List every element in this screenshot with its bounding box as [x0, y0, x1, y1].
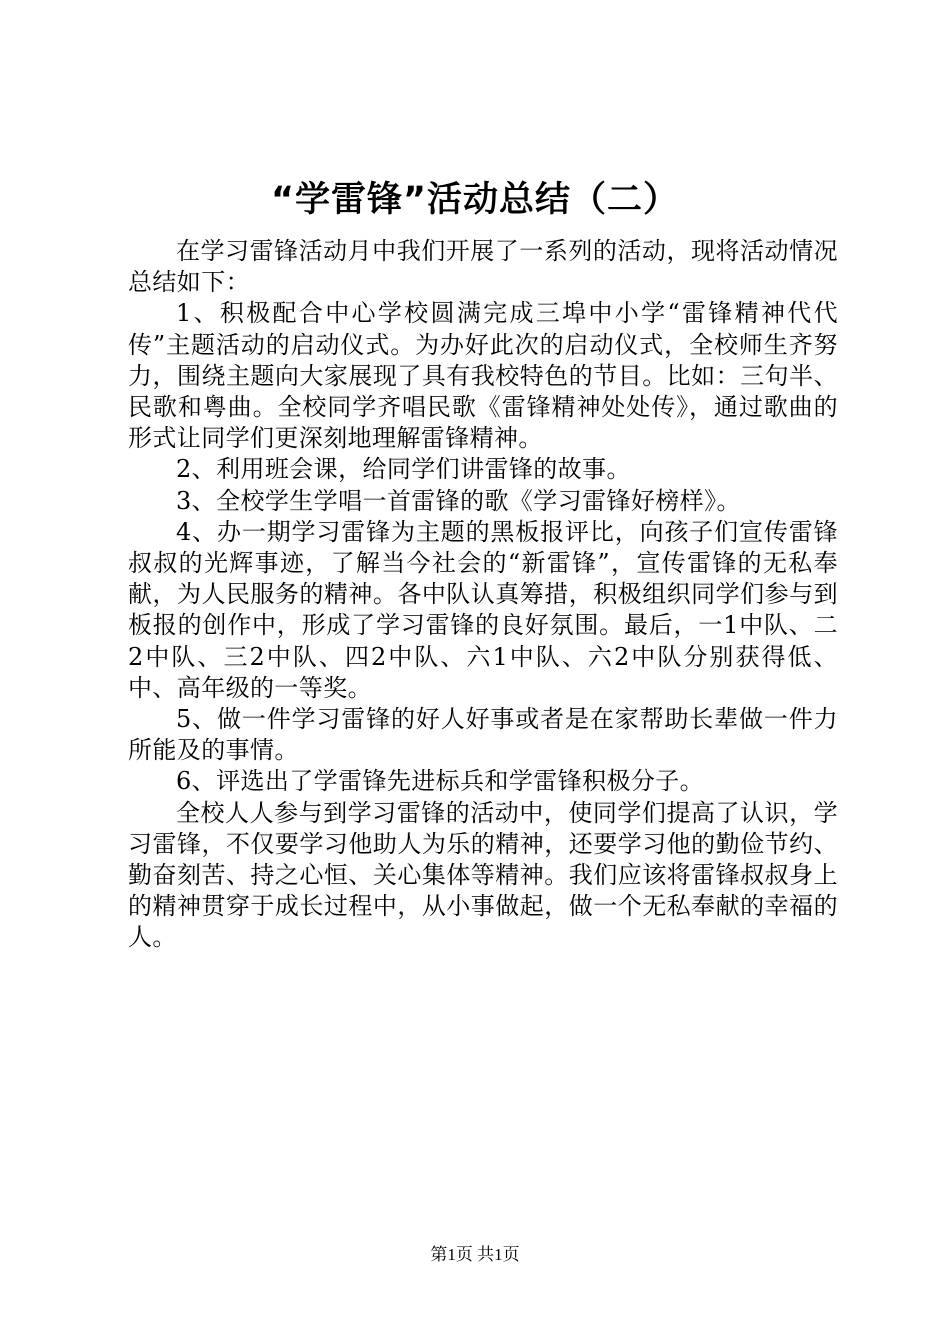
paragraph-item-6: 6、评选出了学雷锋先进标兵和学雷锋积极分子。: [176, 767, 705, 796]
paragraph-item-2: 2、利用班会课，给同学们讲雷锋的故事。: [176, 455, 631, 484]
page-footer: 第1页 共1页: [430, 1245, 520, 1264]
paragraph-intro: 在学习雷锋活动月中我们开展了一系列的活动，现将活动情况总结如下：: [128, 237, 838, 297]
paragraph-item-3: 3、全校学生学唱一首雷锋的歌《学习雷锋好榜样》。: [176, 486, 741, 515]
paragraph-conclusion: 全校人人参与到学习雷锋的活动中，使同学们提高了认识，学习雷锋，不仅要学习他助人为乐的精神，还要学习他的勤俭节约、勤奋刻苦、持之心恒、关心集体等精神。我们应该将雷锋叔叔身上的精神贯穿于成长过程中，从小事做起，做一个无私奉献的幸福的人。: [128, 798, 838, 952]
paragraph-item-5: 5、做一件学习雷锋的好人好事或者是在家帮助长辈做一件力所能及的事情。: [128, 705, 838, 765]
paragraph-item-4: 4、办一期学习雷锋为主题的黑板报评比，向孩子们宣传雷锋叔叔的光辉事迹，了解当今社会的“新雷锋”，宣传雷锋的无私奉献，为人民服务的精神。各中队认真筹措，积极组织同学们参与到板报的创作中，形成了学习雷锋的良好氛围。最后，一1中队、二2中队、三2中队、四2中队、六1中队、六2中队分别获得低、中、高年级的一等奖。: [128, 517, 838, 702]
document-body: [128, 236, 838, 954]
document-title: “学雷锋”活动总结（二）: [270, 180, 679, 220]
paragraph-item-1: 1、积极配合中心学校圆满完成三埠中小学“雷锋精神代代传”主题活动的启动仪式。为办好此次的启动仪式，全校师生齐努力，围绕主题向大家展现了具有我校特色的节目。比如：三句半、民歌和粤曲。全校同学齐唱民歌《雷锋精神处处传》，通过歌曲的形式让同学们更深刻地理解雷锋精神。: [128, 299, 838, 453]
